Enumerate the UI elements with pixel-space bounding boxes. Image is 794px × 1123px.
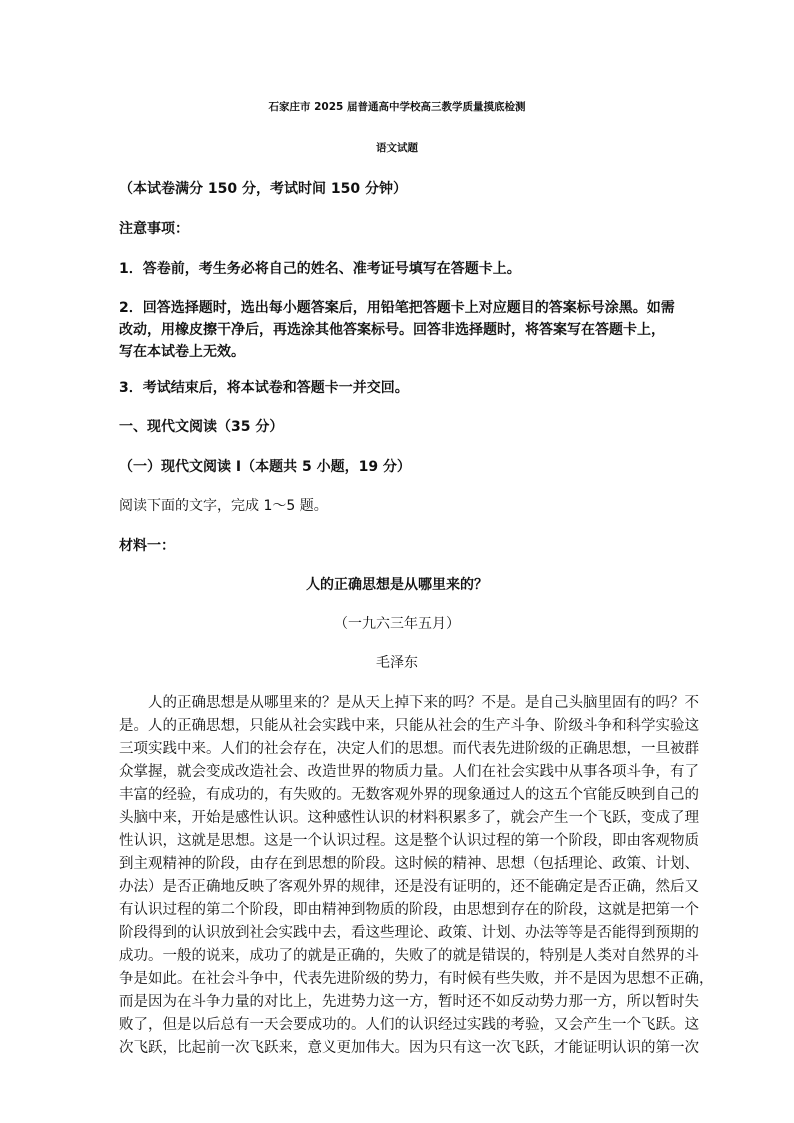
article-line: 人的正确思想是从哪里来的？是从天上掉下来的吗？不是。是自己头脑里固有的吗？不 xyxy=(148,695,699,711)
article-line: 阶段得到的认识放到社会实践中去，看这些理论、政策、计划、办法等等是否能得到预期的 xyxy=(119,925,699,941)
notice-item-2-line: 2．回答选择题时，选出每小题答案后，用铅笔把答题卡上对应题目的答案标号涂黑。如需 xyxy=(119,300,675,316)
article-date: （一九六三年五月） xyxy=(334,616,460,632)
article-line: 是。人的正确思想，只能从社会实践中来，只能从社会的生产斗争、阶级斗争和科学实验这 xyxy=(119,718,699,734)
article-line: 成功。一般的说来，成功了的就是正确的，失败了的就是错误的，特别是人类对自然界的斗 xyxy=(119,948,699,964)
article-line: 到主观精神的阶段，由存在到思想的阶段。这时候的精神、思想（包括理论、政策、计划、 xyxy=(119,856,699,872)
article-line: 性认识，这就是思想。这是一个认识过程。这是整个认识过程的第一个阶段，即由客观物质 xyxy=(119,833,699,849)
article-line: 争是如此。在社会斗争中，代表先进阶级的势力，有时候有些失败，并不是因为思想不正确， xyxy=(119,971,714,987)
subject-title: 语文试题 xyxy=(376,142,418,154)
article-author: 毛泽东 xyxy=(376,655,418,671)
article-line: 头脑中来，开始是感性认识。这种感性认识的材料积累多了，就会产生一个飞跃，变成了理 xyxy=(119,810,699,826)
notice-item-1: 1．答卷前，考生务必将自己的姓名、准考证号填写在答题卡上。 xyxy=(119,261,521,277)
notice-item-3: 3．考试结束后，将本试卷和答题卡一并交回。 xyxy=(119,380,409,396)
reading-instruction: 阅读下面的文字，完成 1～5 题。 xyxy=(119,498,328,514)
section-subheading: （一）现代文阅读 I（本题共 5 小题，19 分） xyxy=(119,459,411,475)
article-line: 有认识过程的第二个阶段，即由精神到物质的阶段，由思想到存在的阶段，这就是把第一个 xyxy=(119,902,699,918)
score-time-info: （本试卷满分 150 分，考试时间 150 分钟） xyxy=(119,181,407,197)
article-line: 众掌握，就会变成改造社会、改造世界的物质力量。人们在社会实践中从事各项斗争，有了 xyxy=(119,764,699,780)
article-line: 而是因为在斗争力量的对比上，先进势力这一方，暂时还不如反动势力那一方，所以暂时失 xyxy=(119,994,699,1010)
section-heading: 一、现代文阅读（35 分） xyxy=(119,419,284,435)
material-label: 材料一： xyxy=(119,538,175,554)
notice-item-2-line: 写在本试卷上无效。 xyxy=(119,344,245,360)
article-line: 丰富的经验，有成功的，有失败的。无数客观外界的现象通过人的这五个官能反映到自己的 xyxy=(119,787,699,803)
notice-item-2-line: 改动，用橡皮擦干净后，再选涂其他答案标号。回答非选择题时，将答案写在答题卡上， xyxy=(119,322,665,338)
article-line: 败了，但是以后总有一天会要成功的。人们的认识经过实践的考验，又会产生一个飞跃。这 xyxy=(119,1017,699,1033)
article-title: 人的正确思想是从哪里来的？ xyxy=(306,577,488,593)
article-line: 次飞跃，比起前一次飞跃来，意义更加伟大。因为只有这一次飞跃，才能证明认识的第一次 xyxy=(119,1040,699,1056)
notice-heading: 注意事项： xyxy=(119,221,189,237)
article-line: 办法）是否正确地反映了客观外界的规律，还是没有证明的，还不能确定是否正确，然后又 xyxy=(119,879,699,895)
exam-title: 石家庄市 2025 届普通高中学校高三教学质量摸底检测 xyxy=(268,101,526,113)
article-line: 三项实践中来。人们的社会存在，决定人们的思想。而代表先进阶级的正确思想，一旦被群 xyxy=(119,741,699,757)
